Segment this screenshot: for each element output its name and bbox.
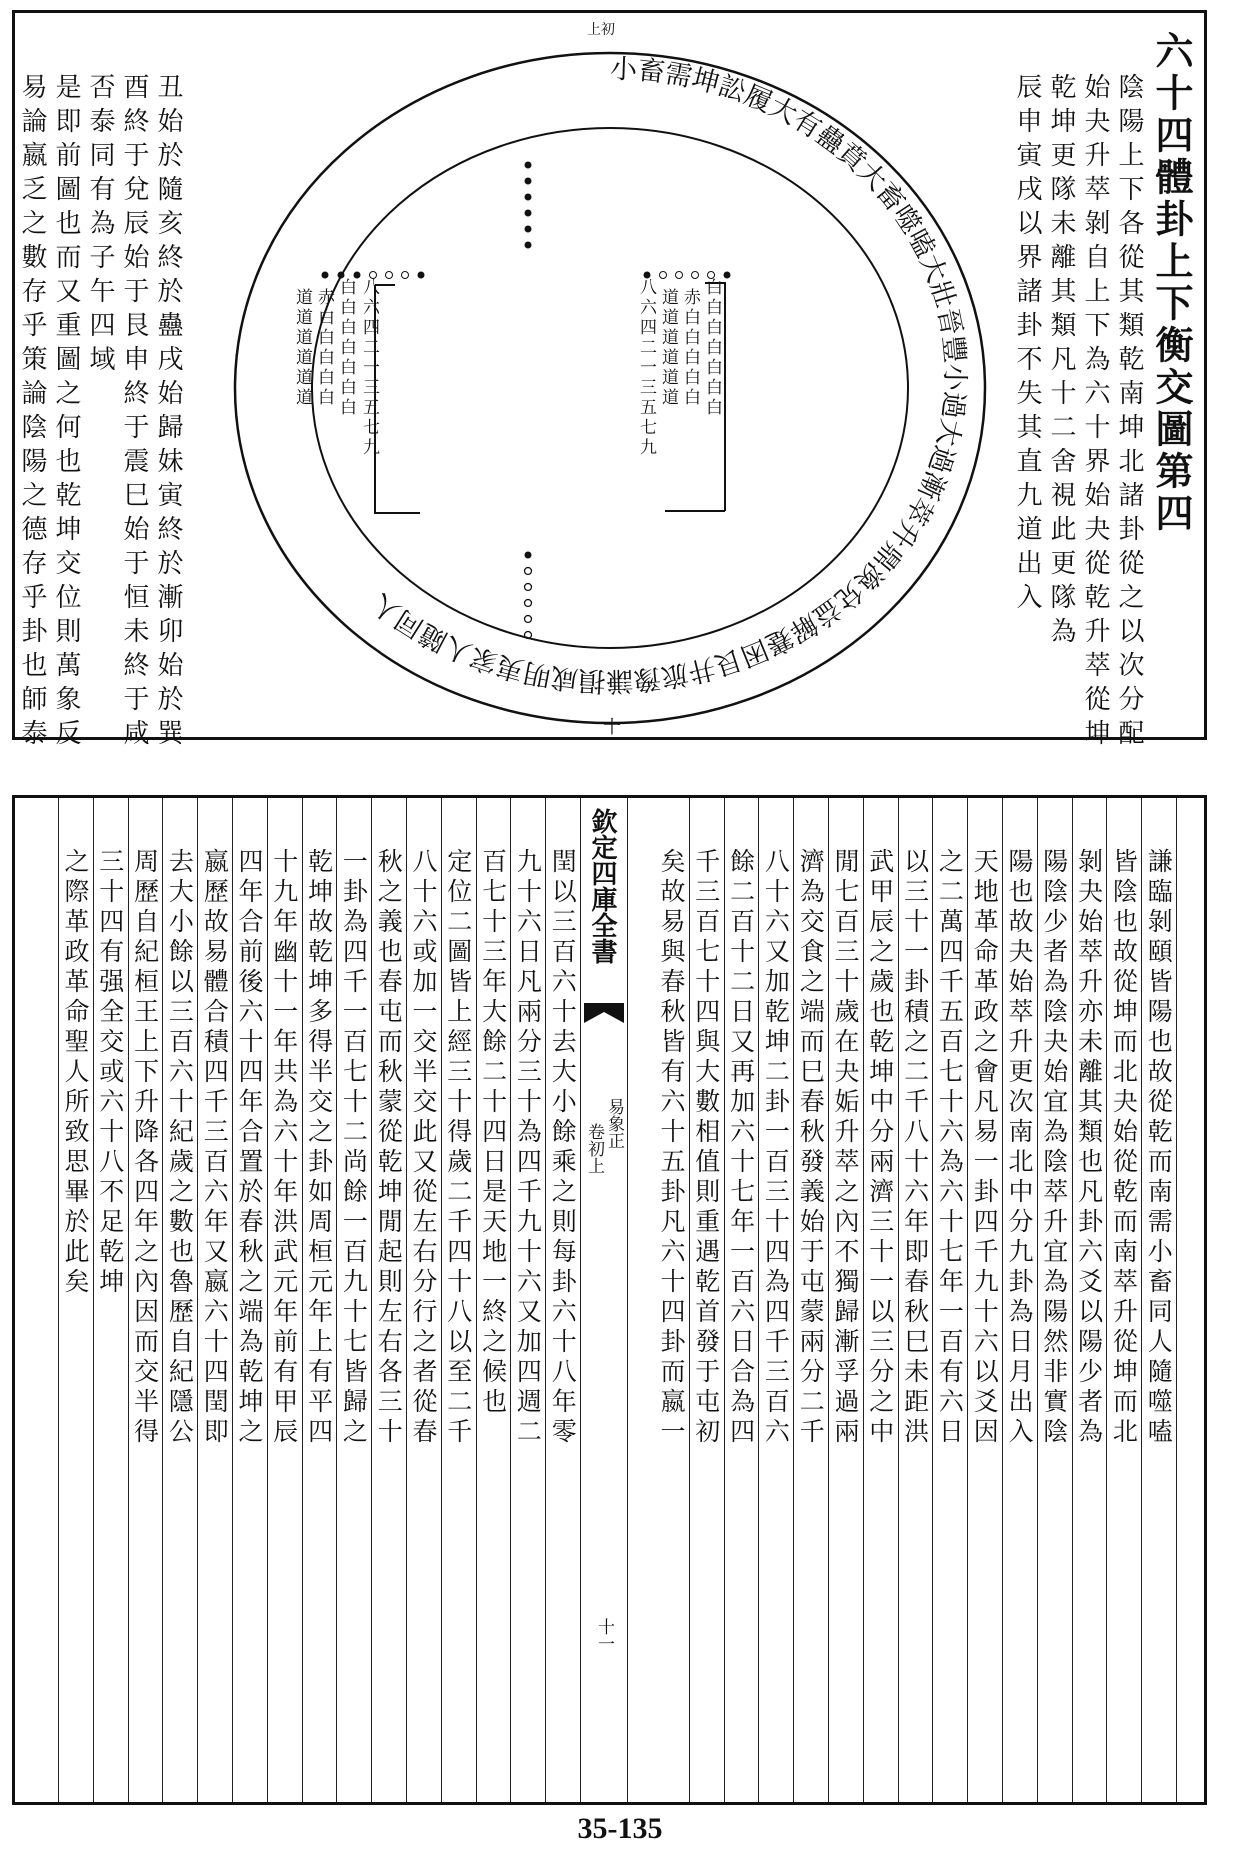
column-rule	[232, 798, 233, 1802]
column-rule	[863, 798, 864, 1802]
text-column: 剝夬始萃升亦未離其類也凡卦六爻以陽少者為	[1074, 848, 1104, 1448]
text-column: 皆陰也故從坤而北夬始從乾而南萃升從坤而北	[1109, 848, 1139, 1448]
column-rule	[828, 798, 829, 1802]
column-rule	[1002, 798, 1003, 1802]
gutter-chapter: 卷初上	[584, 1123, 604, 1174]
diagram-panel	[12, 10, 1207, 753]
column-rule	[58, 798, 59, 1802]
text-column: 定位二圖皆上經三十得歲二千四十八以至二千	[443, 848, 473, 1448]
text-page-panel	[12, 795, 1207, 1805]
diagram-commentary-col-2: 酉終于兌辰始于艮申終于震巳始于恒未終于咸	[119, 73, 149, 753]
column-rule	[545, 798, 546, 1802]
column-rule	[1037, 798, 1038, 1802]
text-column: 八十六或加一交半交此又從左右分行之者從春	[409, 848, 438, 1448]
column-rule	[197, 798, 198, 1802]
text-column: 餘二百十二日又再加六十七年一百六日合為四	[726, 848, 756, 1448]
gutter-book: 易象正	[604, 1098, 624, 1149]
column-rule	[689, 798, 690, 1802]
inner-left-col-3: 赤白白白白白	[314, 288, 334, 408]
page-number: 35-135	[577, 1812, 663, 1845]
text-column: 周歷自紀桓王上下升降各四年之內因而交半得	[130, 848, 160, 1448]
column-rule	[510, 798, 511, 1802]
text-column: 天地革命革政之會凡易一卦四千九十六以爻因	[970, 848, 1000, 1448]
inner-left-col-1: 八六四二一三五七九	[359, 278, 379, 458]
column-rule	[1106, 798, 1107, 1802]
gutter-title: 欽定四庫全書	[587, 808, 617, 964]
bottom-dot-column	[525, 552, 532, 639]
text-column: 武甲辰之歲也乾坤中分兩濟三十一以三分之中	[865, 848, 895, 1448]
column-rule	[93, 798, 94, 1802]
inner-right-col-4: 八六四二一三五七九	[636, 278, 656, 458]
inner-left-col-2: 白白白白白白白	[336, 278, 356, 418]
column-rule	[406, 798, 407, 1802]
text-column: 陽也故夬始萃升更次南北中分九卦為日月出入	[1005, 848, 1034, 1448]
column-rule	[1141, 798, 1142, 1802]
diagram-intro-col-4: 辰申寅戌以界諸卦不失其直九道出入	[1012, 73, 1042, 617]
diagram-commentary-col-4: 是即前圖也而又重圖之何也乾坤交位則萬象反	[51, 73, 81, 753]
text-column: 千三百七十四與大數相值則重遇乾首發于屯初	[691, 848, 721, 1448]
text-column: 陽陰少者為陰夬始宜為陰萃升宜為陽然非實陰	[1039, 848, 1069, 1448]
column-rule	[267, 798, 268, 1802]
text-column: 濟為交食之端而巳春秋發義始于屯蒙兩分二千	[796, 848, 826, 1448]
diagram-intro-col-1: 陰陽上下各從其類乾南坤北諸卦從之以次分配	[1114, 73, 1144, 753]
text-column: 之際革政革命聖人所致思畢於此矣	[61, 848, 90, 1298]
text-column: 八十六又加乾坤二卦一百三十四為四千三百六	[761, 848, 791, 1448]
top-dot-column	[525, 162, 532, 249]
text-column: 秋之義也春屯而秋蒙從乾坤閒起則左右各三十	[374, 848, 404, 1448]
column-rule	[302, 798, 303, 1802]
text-column: 嬴歷故易體合積四千三百六年又嬴六十四閏即	[200, 848, 230, 1448]
diagram-commentary-col-3: 否泰同有為子午四域	[85, 73, 115, 379]
gutter-page: 十一	[594, 1618, 614, 1652]
diagram-commentary-col-1: 丑始於隨亥終於蠱戌始歸妹寅終於漸卯始於巽	[153, 73, 183, 753]
text-column: 謙臨剝頤皆陽也故從乾而南需小畜同人隨噬嗑	[1144, 848, 1174, 1448]
gutter-fishtail	[584, 1003, 624, 1023]
gutter	[580, 798, 628, 1802]
text-column: 以三十一卦積之二千八十六年即春秋巳未距洪	[900, 848, 930, 1448]
text-column: 之二萬四千五百七十六為六十七年一百有六日	[935, 848, 965, 1448]
diagram-bottom-mark: 十	[603, 717, 621, 738]
column-rule	[441, 798, 442, 1802]
text-column: 一卦為四千一百七十二尚餘一百九十七皆歸之	[339, 848, 369, 1448]
text-column: 閒七百三十歲在夬姤升萃之內不獨歸漸孚過兩	[831, 848, 860, 1448]
column-rule	[932, 798, 933, 1802]
column-rule	[1072, 798, 1073, 1802]
text-column: 四年合前後六十四年合置於春秋之端為乾坤之	[235, 848, 264, 1448]
inner-left-col-4: 道道道道道道	[292, 288, 312, 408]
text-column: 十九年幽十一年共為六十年洪武元年前有甲辰	[269, 848, 299, 1448]
column-rule	[758, 798, 759, 1802]
column-rule	[371, 798, 372, 1802]
inner-right-col-2: 赤白白白白白	[680, 288, 700, 408]
text-column: 乾坤故乾坤多得半交之卦如周桓元年上有平四	[304, 848, 334, 1448]
column-rule	[476, 798, 477, 1802]
text-column: 九十六日凡兩分三十為四千九十六又加四週二	[513, 848, 543, 1448]
diagram-title: 六十四體卦上下衡交圖第四	[1149, 31, 1194, 535]
text-column: 去大小餘以三百六十紀歲之數也魯歷自紀隱公	[165, 848, 195, 1448]
column-rule	[1176, 798, 1177, 1802]
text-column: 矣故易與春秋皆有六十五卦凡六十四卦而嬴一	[657, 848, 686, 1448]
ring-hexagram-names: 小畜需坤訟履大有蠱賁大畜噬嗑大壯晉豐小過大過漸萃升鼎渙兌益解蹇困艮井旅豫謙損咸明夷家人隨同人	[366, 53, 971, 697]
text-column: 閏以三百六十去大小餘乘之則每卦六十八年零	[548, 848, 578, 1448]
diagram-intro-col-2: 始夬升萃剝自上下為六十界始夬從乾升萃從坤	[1080, 73, 1110, 753]
text-column: 百七十三年大餘二十四日是天地一終之候也	[478, 848, 508, 1418]
diagram-commentary-col-5: 易論嬴乏之數存乎策論陰陽之德存乎卦也師泰	[17, 73, 47, 753]
column-rule	[336, 798, 337, 1802]
column-rule	[162, 798, 163, 1802]
column-rule	[967, 798, 968, 1802]
column-rule	[793, 798, 794, 1802]
text-column: 三十四有强全交或六十八不足乾坤	[95, 848, 125, 1298]
diagram-top-mark: 上初	[587, 22, 615, 38]
column-rule	[724, 798, 725, 1802]
inner-right-col-3: 道道道道道道	[658, 288, 678, 408]
inner-right-col-1: 白白白白白白白	[702, 278, 722, 418]
column-rule	[128, 798, 129, 1802]
diagram-intro-col-3: 乾坤更隊未離其類凡十二舍視此更隊為	[1046, 73, 1076, 651]
column-rule	[898, 798, 899, 1802]
